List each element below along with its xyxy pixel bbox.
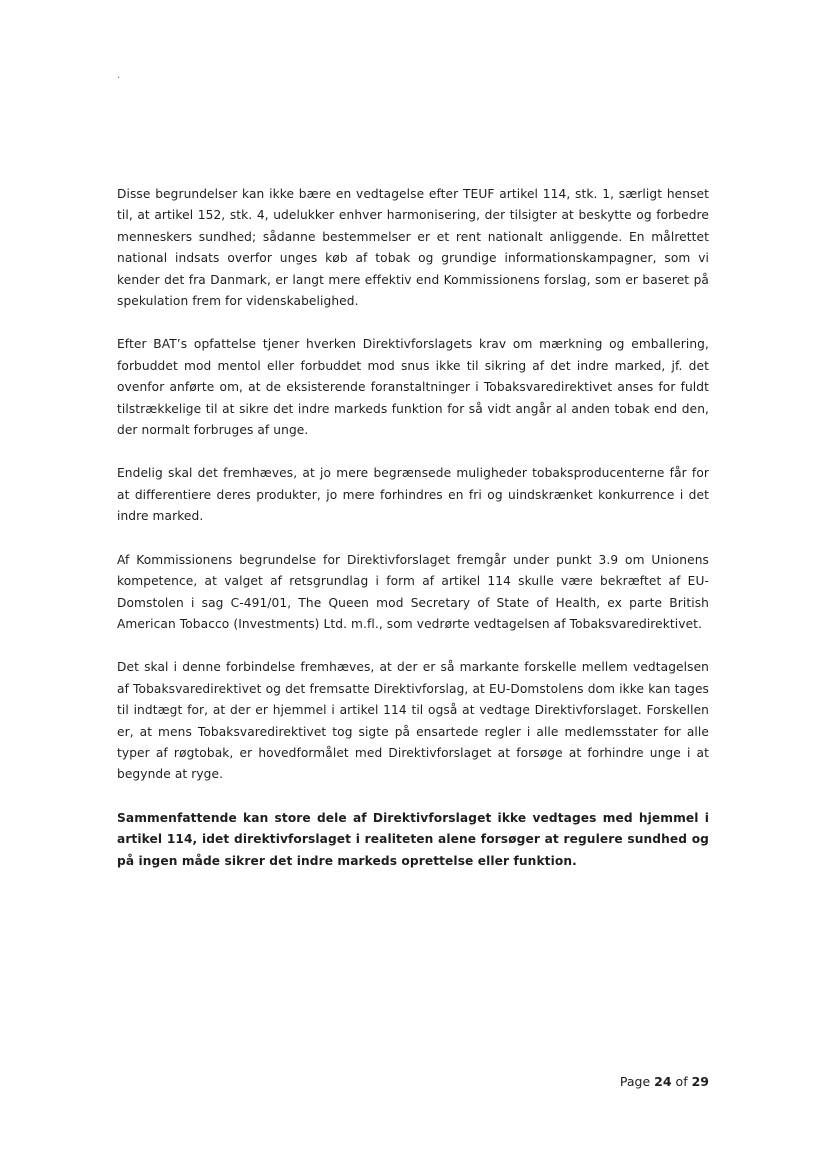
- conclusion-paragraph: Sammenfattende kan store dele af Direktivforslaget ikke vedtages med hjemmel i artikel 114, idet direktivforslaget i realiteten alene forsøger at regulere sundhed og på ingen måde sikrer det indre markeds oprettelse eller funktion.: [117, 810, 709, 868]
- paragraph-4: Af Kommissionens begrundelse for Direktivforslaget fremgår under punkt 3.9 om Unionens kompetence, at valget af retsgrundlag i form af artikel 114 skulle være bekræftet af EU-Domstolen i sag C-491/01, The Queen mod Secretary of State of Health, ex parte British American Tobacco (Investments) Ltd. m.fl., som vedrørte vedtagelsen af Tobaksvaredirektivet.: [117, 552, 709, 631]
- current-page: 24: [654, 1074, 672, 1089]
- of-word: of: [675, 1074, 688, 1089]
- page-word: Page: [619, 1074, 651, 1089]
- page-mark: .: [117, 70, 121, 81]
- total-pages: 29: [691, 1074, 709, 1089]
- paragraph-5: Det skal i denne forbindelse fremhæves, at der er så markante forskelle mellem vedtagelsen af Tobaksvaredirektivet og det fremsatte Direktivforslag, at EU-Domstolens dom ikke kan tages til indtægt for, at der er hjemmel i artikel 114 til også at vedtage Direktivforslaget. Forskellen er, at mens Tobaksvaredirektivet tog sigte på ensartede regler i alle medlemsstater for alle typer af røgtobak, er hovedformålet med Direktivforslaget at forsøge at forhindre unge i at begynde at ryge.: [117, 660, 709, 782]
- paragraph-3: Endelig skal det fremhæves, at jo mere begrænsede muligheder tobaksproducenterne får for at differentiere deres produkter, jo mere forhindres en fri og uindskrænket konkurrence i det indre marked.: [117, 466, 709, 524]
- paragraph-2: Efter BAT’s opfattelse tjener hverken Direktivforslagets krav om mærkning og emballering, forbuddet mod mentol eller forbuddet mod snus ikke til sikring af det indre marked, jf. det ovenfor anførte om, at de eksisterende foranstaltninger i Tobaksvaredirektivet anses for fuldt tilstrækkelige til at sikre det indre markeds funktion for så vidt angår al anden tobak end den, der normalt forbruges af unge.: [117, 337, 709, 438]
- page-number: [620, 1074, 709, 1089]
- document-body: [117, 184, 709, 894]
- paragraph-1: Disse begrundelser kan ikke bære en vedtagelse efter TEUF artikel 114, stk. 1, særligt henset til, at artikel 152, stk. 4, udelukker enhver harmonisering, der tilsigter at beskytte og forbedre menneskers sundhed; sådanne bestemmelser er et rent nationalt anliggende. En målrettet national indsats overfor unges køb af tobak og grundige informationskampagner, som vi kender det fra Danmark, er langt mere effektiv end Kommissionens forslag, som er baseret på spekulation frem for videnskabelighed.: [117, 187, 709, 309]
